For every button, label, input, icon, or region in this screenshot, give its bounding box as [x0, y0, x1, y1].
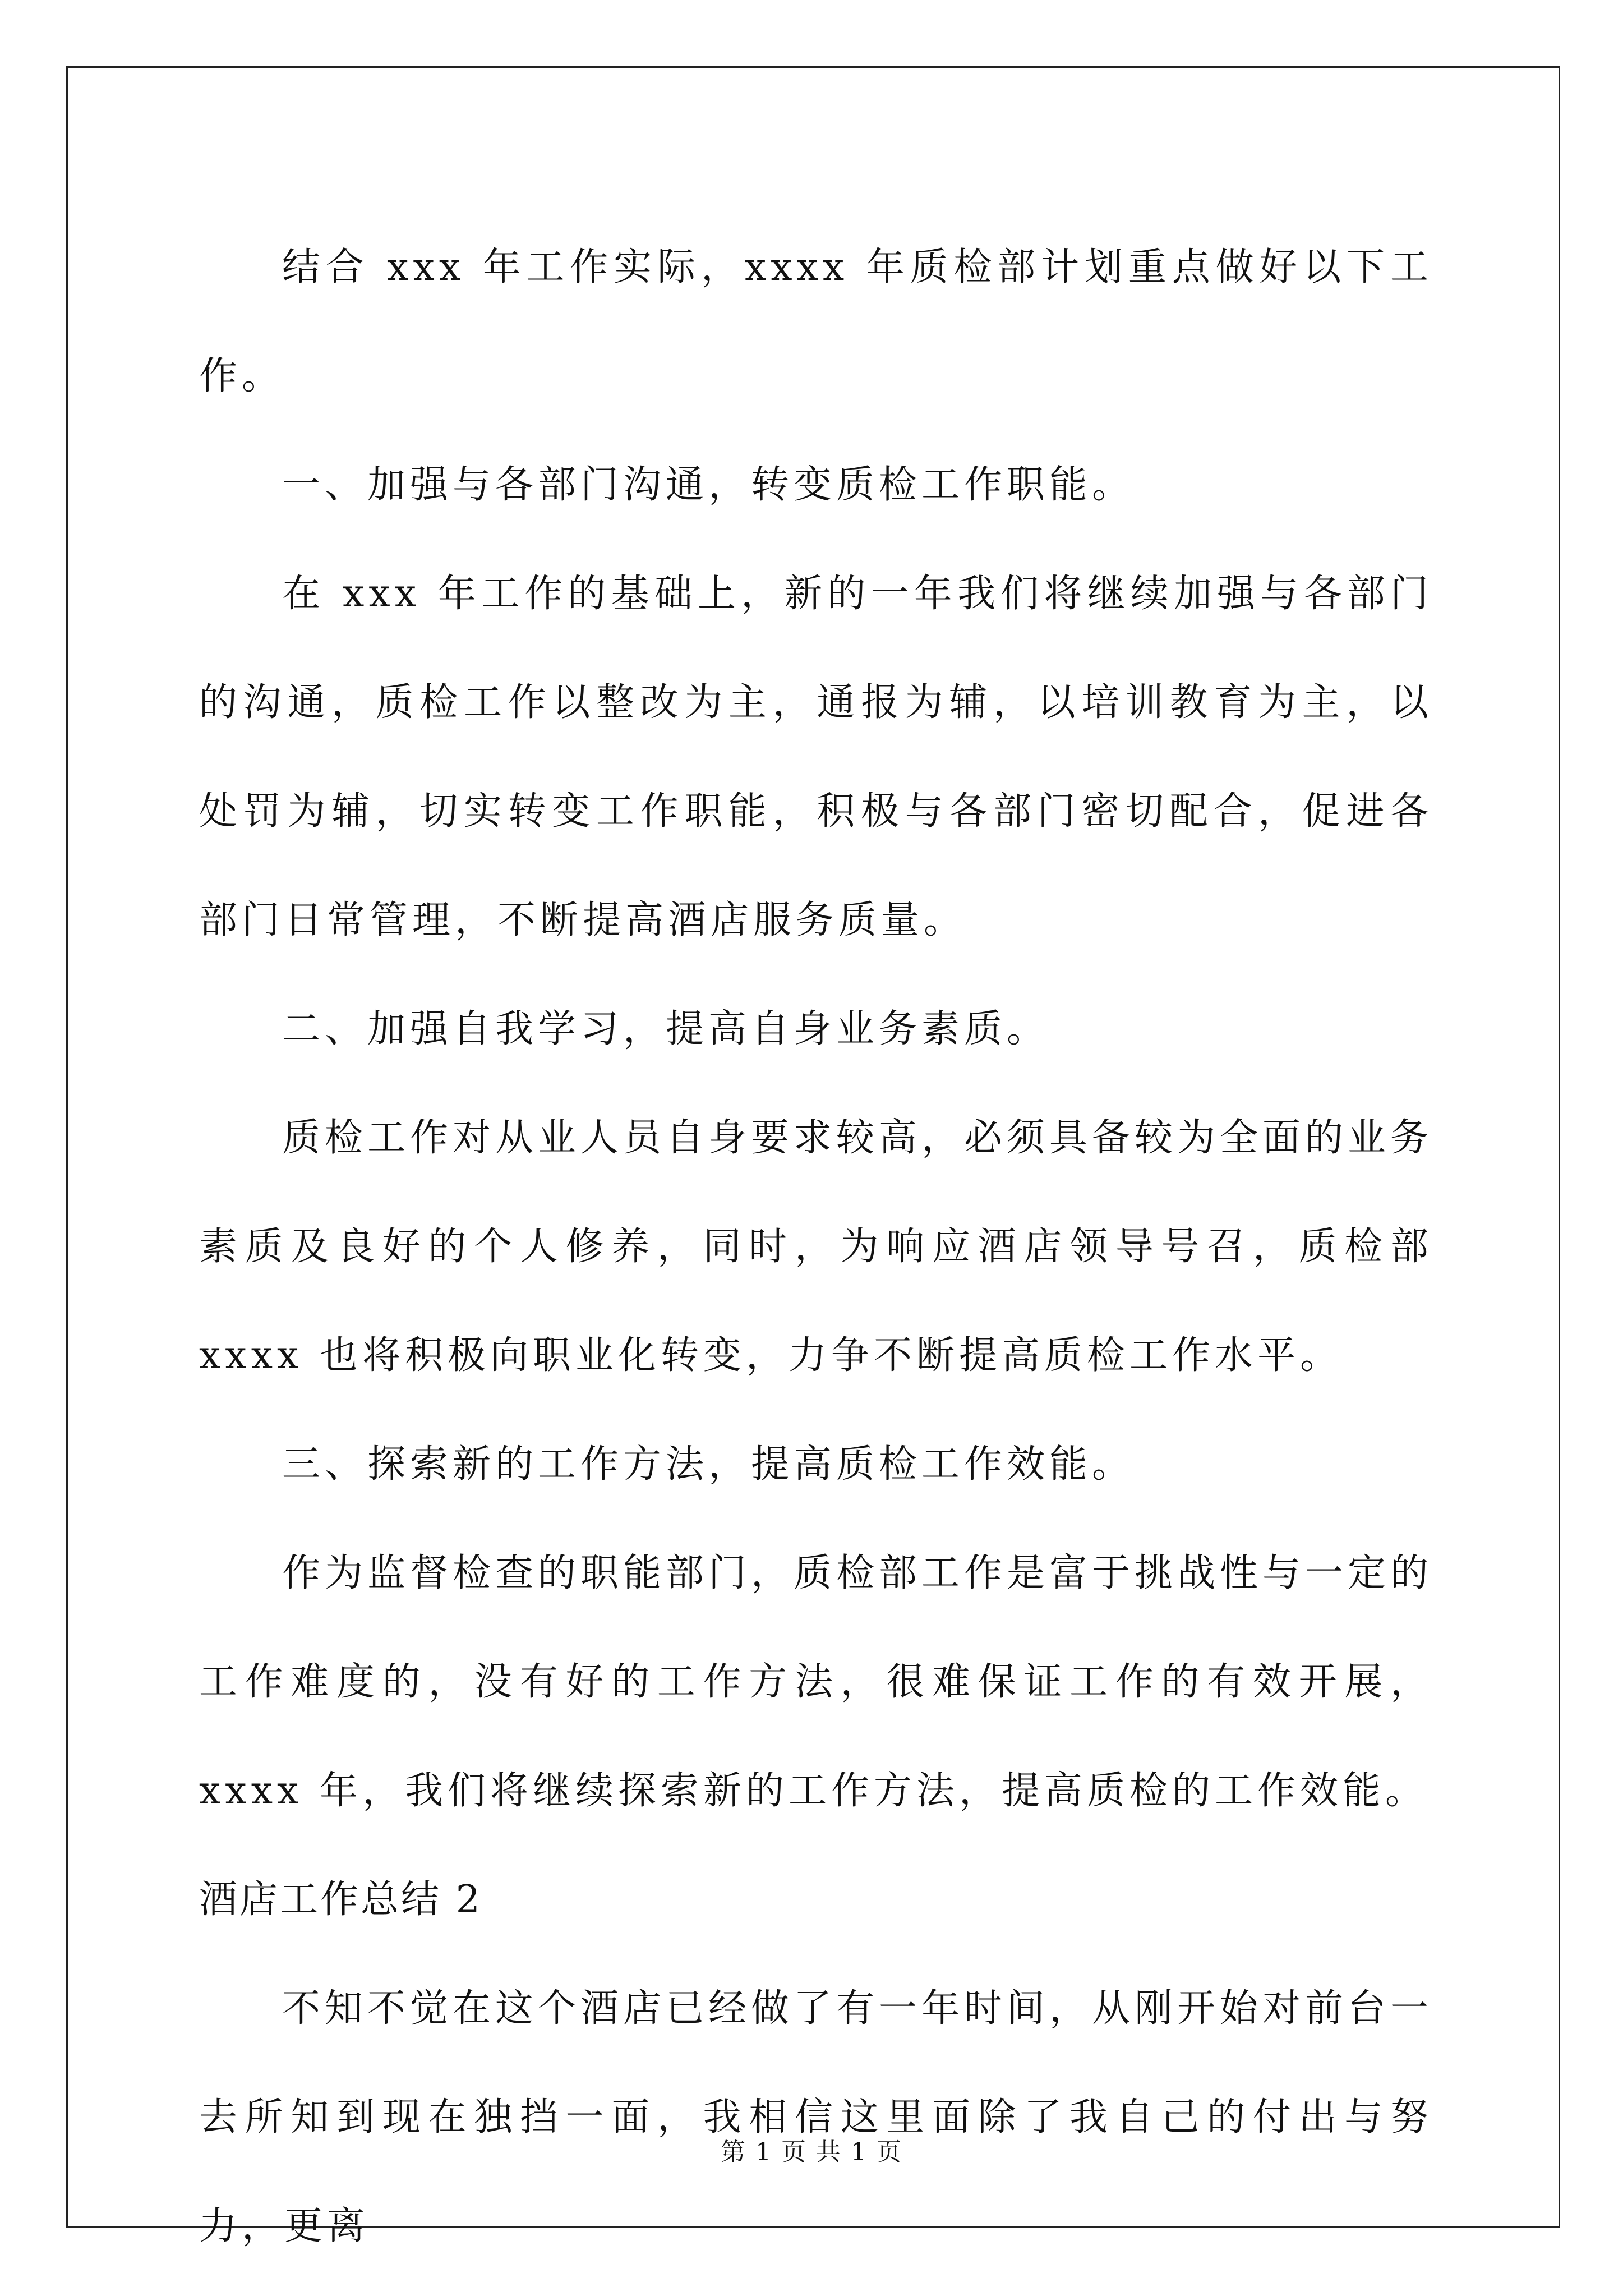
page-footer: 第 1 页 共 1 页	[721, 2138, 902, 2166]
paragraph-section-1: 在 xxx 年工作的基础上，新的一年我们将继续加强与各部门的沟通，质检工作以整改为主，通报为辅，以培训教育为主，以处罚为辅，切实转变工作职能，积极与各部门密切配合，促进各部门日常管理，不断提高酒店服务质量。	[199, 572, 1433, 942]
paragraph-intro: 结合 xxx 年工作实际，xxxx 年质检部计划重点做好以下工作。	[199, 245, 1433, 398]
paragraph-summary: 不知不觉在这个酒店已经做了有一年时间，从刚开始对前台一去所知到现在独挡一面，我相信这里面除了我自己的付出与努力，更离	[199, 1986, 1433, 2248]
section-heading-1: 一、加强与各部门沟通，转变质检工作职能。	[282, 463, 1135, 507]
paragraph-section-2: 质检工作对从业人员自身要求较高，必须具备较为全面的业务素质及良好的个人修养，同时，为响应酒店领导号召，质检部 xxxx 也将积极向职业化转变，力争不断提高质检工作水平。	[199, 1116, 1433, 1378]
summary-title: 酒店工作总结 2	[199, 1878, 482, 1922]
section-heading-2: 二、加强自我学习，提高自身业务素质。	[282, 1007, 1050, 1051]
section-heading-3: 三、探索新的工作方法，提高质检工作效能。	[282, 1442, 1135, 1487]
paragraph-section-3: 作为监督检查的职能部门，质检部工作是富于挑战性与一定的工作难度的，没有好的工作方法，很难保证工作的有效开展，xxxx 年，我们将继续探索新的工作方法，提高质检的工作效能。	[199, 1551, 1433, 1813]
document-body	[199, 213, 1433, 2281]
